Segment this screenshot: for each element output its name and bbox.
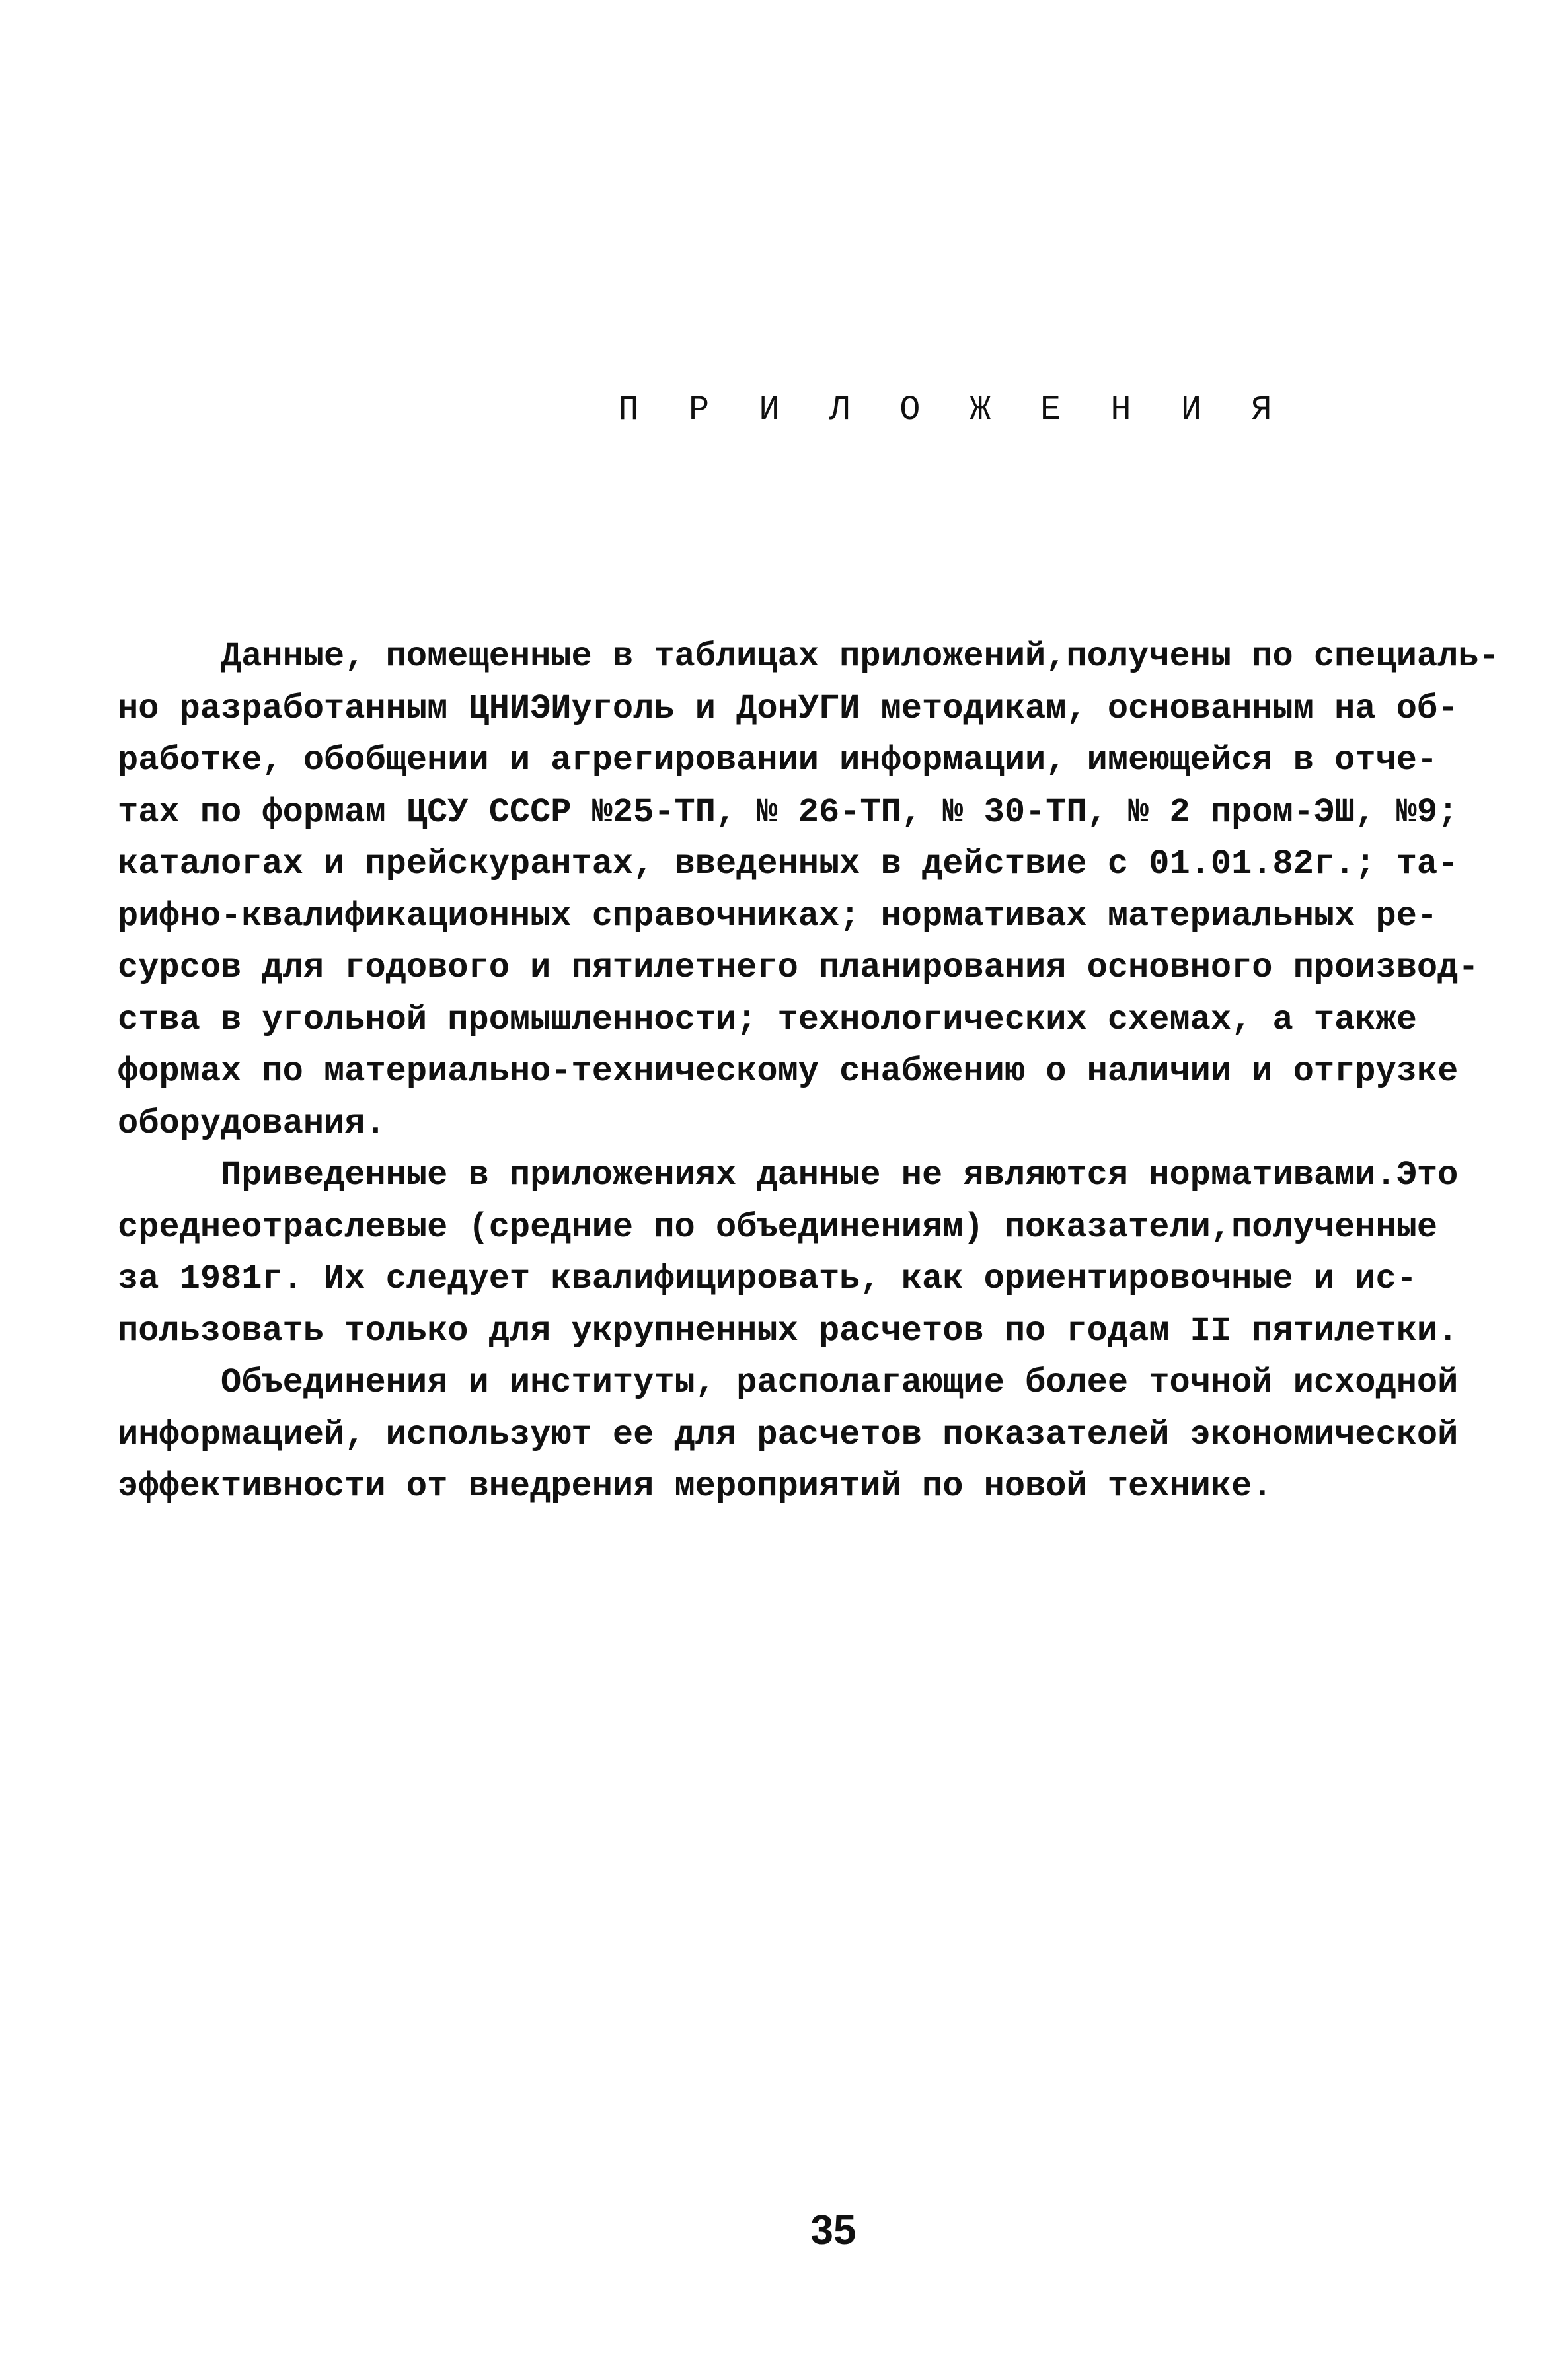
text-line: рифно-квалификационных справочниках; нормативах материальных ре- [118, 896, 1438, 936]
page-title: П Р И Л О Ж Е Н И Я [618, 390, 1287, 429]
text-line: но разработанным ЦНИЭИуголь и ДонУГИ методикам, основанным на об- [118, 688, 1459, 728]
text-line: Объединения и институты, располагающие более точной исходной [118, 1363, 1459, 1402]
body-text [118, 631, 1500, 1513]
text-line: оборудования. [118, 1103, 386, 1143]
text-line: формах по материально-техническому снабжению о наличии и отгрузке [118, 1052, 1459, 1091]
text-line: ства в угольной промышленности; технологических схемах, а также [118, 1000, 1417, 1039]
text-line: сурсов для годового и пятилетнего планирования основного производ- [118, 948, 1479, 987]
text-line: Данные, помещенные в таблицах приложений,получены по специаль- [118, 637, 1500, 676]
text-line: информацией, используют ее для расчетов показателей экономической [118, 1415, 1459, 1454]
text-line: эффективности от внедрения мероприятий по новой технике. [118, 1467, 1273, 1506]
text-line: пользовать только для укрупненных расчетов по годам II пятилетки. [118, 1311, 1459, 1351]
text-line: за 1981г. Их следует квалифицировать, как ориентировочные и ис- [118, 1259, 1417, 1298]
text-line: каталогах и прейскурантах, введенных в действие с 01.01.82г.; та- [118, 844, 1459, 883]
text-line: среднеотраслевые (средние по объединениям) показатели,полученные [118, 1207, 1438, 1247]
page-number: 35 [810, 2208, 857, 2253]
text-line: тах по формам ЦСУ СССР №25-ТП, № 26-ТП, № 30-ТП, № 2 пром-ЭШ, №9; [118, 792, 1459, 832]
text-line: Приведенные в приложениях данные не являются нормативами.Это [118, 1156, 1459, 1195]
text-line: работке, обобщении и агрегировании информации, имеющейся в отче- [118, 741, 1438, 780]
